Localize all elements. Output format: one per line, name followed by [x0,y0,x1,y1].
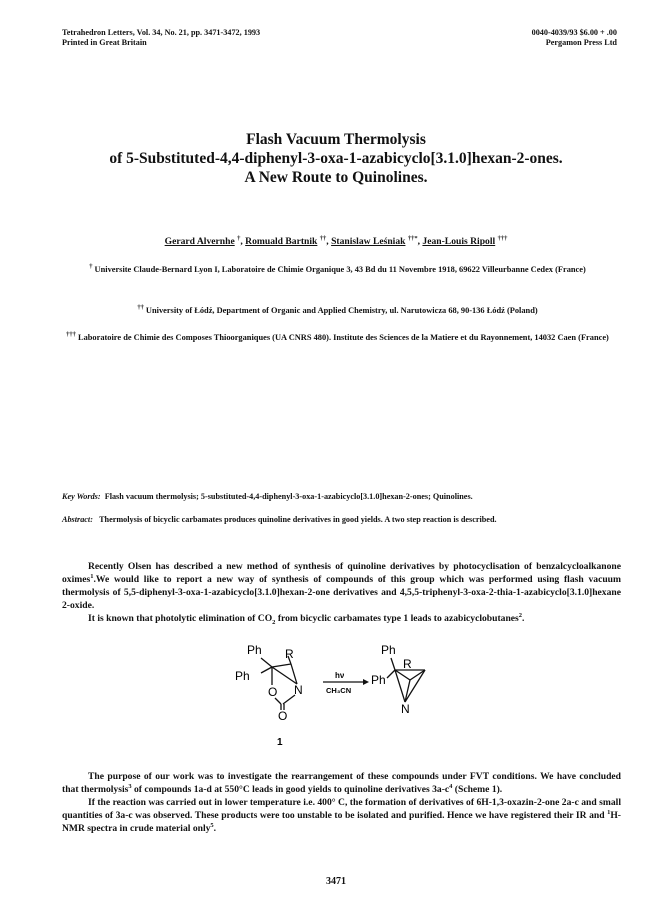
abstract-label: Abstract: [62,515,93,524]
running-header-left [62,28,260,48]
solvent-label: CH₃CN [326,686,352,695]
reaction-arrow-head [363,679,369,685]
keywords-label: Key Words: [62,492,101,501]
nitrogen-label: N [401,702,410,716]
keywords [62,492,622,501]
compound-1-bonds [261,656,297,710]
text-run: of compounds [131,784,194,795]
title-line-3: A New Route to Quinolines. [244,169,428,186]
author-mark: †† [319,234,327,242]
text-run: Recently Olsen has described a new method of synthesis of quinoline derivatives by photocyclisation of benzalcycloalkanone oximes [62,561,621,585]
substituent-r-label: R [403,657,412,671]
paragraph-1 [62,560,621,612]
phenyl-label: Ph [247,643,262,657]
affiliation [60,332,615,343]
nitrogen-label: N [294,683,303,697]
body-text-bottom [62,770,621,835]
text-run: at 550°C leads in good yields to quinoline derivatives [211,784,433,795]
author-list: Gerard Alvernhe †, Romuald Bartnik ††, Stanislaw Leśniak ††*, Jean-Louis Ripoll ††† [164,234,508,247]
affiliation-mark: †† [137,304,144,312]
author-mark: ††* [407,234,418,242]
reference-mark: 3 [128,782,132,790]
affiliation-text: University of Łódź, Department of Organic and Applied Chemistry, ul. Narutowicza 68, 90-136 Łódź (Poland) [145,306,538,315]
paragraph-2 [62,612,621,625]
author-mark: † [237,234,241,242]
publisher-line: Pergamon Press Ltd [545,38,617,47]
compound-ref: 2a-c [561,797,579,808]
affiliation-text: Universite Claude-Bernard Lyon I, Laboratoire de Chimie Organique 3, 43 Bd du 11 Novembre 1918, 69622 Villeurbanne Cedex (France) [94,265,586,274]
article-code: 0040-4039/93 $6.00 + .00 [531,28,617,37]
reaction-scheme [225,640,435,755]
text-run: from bicyclic carbamates type 1 leads to azabicyclobutanes [275,613,519,624]
author-name: Romuald Bartnik [245,236,318,247]
text-run: and small quantities of [62,797,621,821]
affiliation-text: Laboratoire de Chimie des Composes Thioorganiques (UA CNRS 480). Institute des Sciences de la Matiere et du Rayonnement, 14032 Caen (France) [77,333,609,342]
author-name: Jean-Louis Ripoll [422,236,496,247]
abstract-text: Thermolysis of bicyclic carbamates produces quinoline derivatives in good yields. A two step reaction is described. [99,515,497,524]
title-line-2: of 5-Substituted-4,4-diphenyl-3-oxa-1-azabicyclo[3.1.0]hexan-2-ones. [109,150,563,167]
phenyl-label: Ph [381,643,396,657]
phenyl-label: Ph [371,673,386,687]
paragraph-3 [62,770,621,796]
text-run: H-NMR spectra in crude material only [62,810,621,834]
affiliation-mark: ††† [66,331,76,339]
affiliation [60,264,615,275]
ring-oxygen-label: O [268,685,278,699]
text-run: It is known that photolytic elimination of CO [88,613,273,624]
compound-ref: 1a-d [193,784,212,795]
reference-mark: 4 [449,782,453,790]
author-mark: ††† [497,234,508,242]
text-run: .We would like to report a new way of synthesis of compounds of this group which was performed using flash vacuum thermolysis of 5,5-diphenyl-3-oxa-1-azabicyclo[3.1.0]hexan-2-one derivatives and 4,5,5-triphenyl-3-oxa-2-thia-1-azabicyclo[3.1.0]hexane 2-oxide. [62,574,621,611]
superscript: 1 [607,808,611,816]
running-header-right [532,28,617,48]
abstract [62,515,622,524]
affiliation-mark: † [89,263,93,271]
text-run: The purpose of our work was to investigate the rearrangement of these compounds under FVT conditions. We have concluded that thermolysis [62,771,621,795]
text-run: was observed. These products were too unstable to be isolated and purified. Hence we have registered their IR and [132,810,608,821]
page-number: 3471 [326,876,346,887]
author-name: Stanislaw Leśniak [331,236,406,247]
compound-number: 1 [277,737,283,748]
journal-citation: Tetrahedron Letters, Vol. 34, No. 21, pp. 3471-3472, 1993 [62,28,261,37]
text-run: . [522,613,525,624]
body-text-top [62,560,621,625]
light-symbol: hν [335,671,345,680]
text-run: If the reaction was carried out in lower temperature i.e. 400° C, the formation of derivatives of 6H-1,3-oxazin-2-one [88,797,562,808]
subscript: 2 [272,618,276,626]
printed-line: Printed in Great Britain [62,38,147,47]
article-title [0,130,672,187]
author-name: Gerard Alvernhe [164,236,235,247]
phenyl-label: Ph [235,669,250,683]
text-run: . [213,823,217,834]
substituent-r-label: R [285,647,294,661]
paragraph-4 [62,796,621,835]
title-line-1: Flash Vacuum Thermolysis [246,131,426,148]
reference-mark: 5 [210,821,214,829]
text-run: (Scheme 1). [452,784,503,795]
reference-mark: 2 [518,611,523,619]
affiliation [60,305,615,316]
carbonyl-oxygen-label: O [278,709,288,723]
compound-ref: 3a-c [115,810,133,821]
reference-mark: 1 [90,572,94,580]
compound-ref: 3a-c [432,784,450,795]
keywords-text: Flash vacuum thermolysis; 5-substituted-4,4-diphenyl-3-oxa-1-azabicyclo[3.1.0]hexan-2-ones; Quinolines. [104,492,473,501]
